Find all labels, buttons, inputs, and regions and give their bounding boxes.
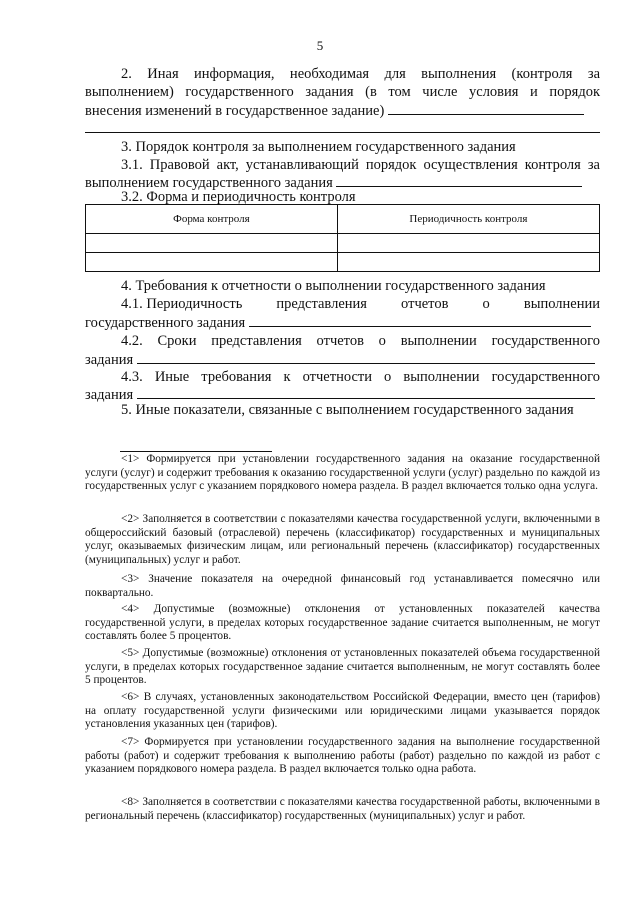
section4-2-line2: [85, 351, 600, 369]
footnote-5: [85, 647, 600, 688]
footnote-text: <4> Допустимые (возможные) отклонения от установленных показателей качества государственной услуги, в пределах которых государственное задание считается выполненным, не могут составлять более 5 процентов.: [85, 603, 600, 643]
footnote-3: [85, 573, 600, 600]
word: представления: [276, 296, 367, 312]
word: выполнении: [523, 296, 600, 312]
fill-line: [336, 174, 582, 187]
section4-3-line2-text: задания: [85, 387, 134, 403]
fill-line: [137, 351, 595, 364]
word: отчетов: [401, 296, 449, 312]
section4-1-line2-text: государственного задания: [85, 315, 246, 331]
table-cell: [86, 253, 338, 272]
section4-1-line2: [85, 314, 600, 332]
table-header-form: Форма контроля: [86, 205, 338, 234]
table-row: [86, 253, 600, 272]
footnote-text: <1> Формируется при установлении государственного задания на оказание государственной услуги (услуг) и содержит требования к оказанию государственной услуги (услуг) раздельно по каждой из государственных услуг с указанием порядкового номера раздела. В раздел включается только одна услуга.: [85, 453, 600, 493]
page-number: 5: [316, 38, 324, 53]
footnote-text: <3> Значение показателя на очередной финансовый год устанавливается помесячно или поквартально.: [85, 573, 600, 599]
footnote-text: <7> Формируется при установлении государственного задания на выполнение государственной работы (работ) и содержит требования к выполнению работы (работ) раздельно по каждой из работ с указанием порядкового номера раздела. В раздел включается только одна работа.: [85, 736, 600, 776]
section4-title: 4. Требования к отчетности о выполнении государственного задания: [121, 278, 546, 294]
section4-2-line1: 4.2. Сроки представления отчетов о выполнении государственного: [121, 333, 600, 349]
blank-line: [85, 132, 600, 133]
footnote-4: [85, 603, 600, 644]
word: 4.1. Периодичность: [121, 296, 243, 312]
section4-3-line1: 4.3. Иные требования к отчетности о выполнении государственного: [121, 369, 600, 385]
footnote-7: [85, 736, 600, 777]
fill-line: [249, 314, 591, 327]
footnote-2: [85, 513, 600, 567]
fill-line: [388, 102, 584, 115]
section2-line3-text: внесения изменений в государственное задание): [85, 103, 385, 119]
table-row: [86, 234, 600, 253]
footnote-text: <2> Заполняется в соответствии с показателями качества государственной услуги, включенными в общероссийский базовый (отраслевой) перечень (классификатор) государственных и муниципальных услуг, оказываемых физическим лицам, или региональный перечень (классификатор) государственных (муниципальных) услуг и работ.: [85, 513, 600, 566]
word: о: [482, 296, 490, 312]
table-header-row: [86, 205, 600, 234]
section3-1-line2-text: выполнением государственного задания: [85, 175, 333, 191]
section2-line2: выполнением) государственного задания (в том числе условия и порядок: [85, 84, 600, 100]
section4-2-line2-text: задания: [85, 352, 134, 368]
section2-line3: [85, 102, 600, 120]
section2-line1: 2. Иная информация, необходимая для выполнения (контроля за: [121, 66, 600, 82]
section3-1-line1: 3.1. Правовой акт, устанавливающий порядок осуществления контроля за: [121, 157, 600, 173]
footnote-text: <8> Заполняется в соответствии с показателями качества государственной работы, включенными в региональный перечень (классификатор) государственных (муниципальных) услуг и работ.: [85, 796, 600, 822]
footnote-separator: [120, 451, 272, 452]
table-cell: [337, 253, 599, 272]
fill-line: [137, 386, 595, 399]
footnote-6: [85, 691, 600, 732]
section3-title: 3. Порядок контроля за выполнением государственного задания: [121, 139, 516, 155]
footnote-1: [85, 453, 600, 494]
footnote-text: <5> Допустимые (возможные) отклонения от установленных показателей объема государственной услуги, в пределах которых государственное задание считается выполненным, не могут составлять более 5 процентов.: [85, 647, 600, 687]
section4-1-line1: [85, 296, 600, 313]
table-cell: [86, 234, 338, 253]
footnote-8: [85, 796, 600, 823]
table-header-periodicity: Периодичность контроля: [337, 205, 599, 234]
section3-2-title: 3.2. Форма и периодичность контроля: [121, 189, 356, 205]
section5-title: 5. Иные показатели, связанные с выполнением государственного задания: [121, 402, 574, 418]
footnote-text: <6> В случаях, установленных законодательством Российской Федерации, вместо цен (тарифов) на оплату государственной услуги физическими или юридическими лицами указывается порядок установления указанных цен (тарифов).: [85, 691, 600, 731]
table-cell: [337, 234, 599, 253]
control-table: [85, 204, 600, 272]
